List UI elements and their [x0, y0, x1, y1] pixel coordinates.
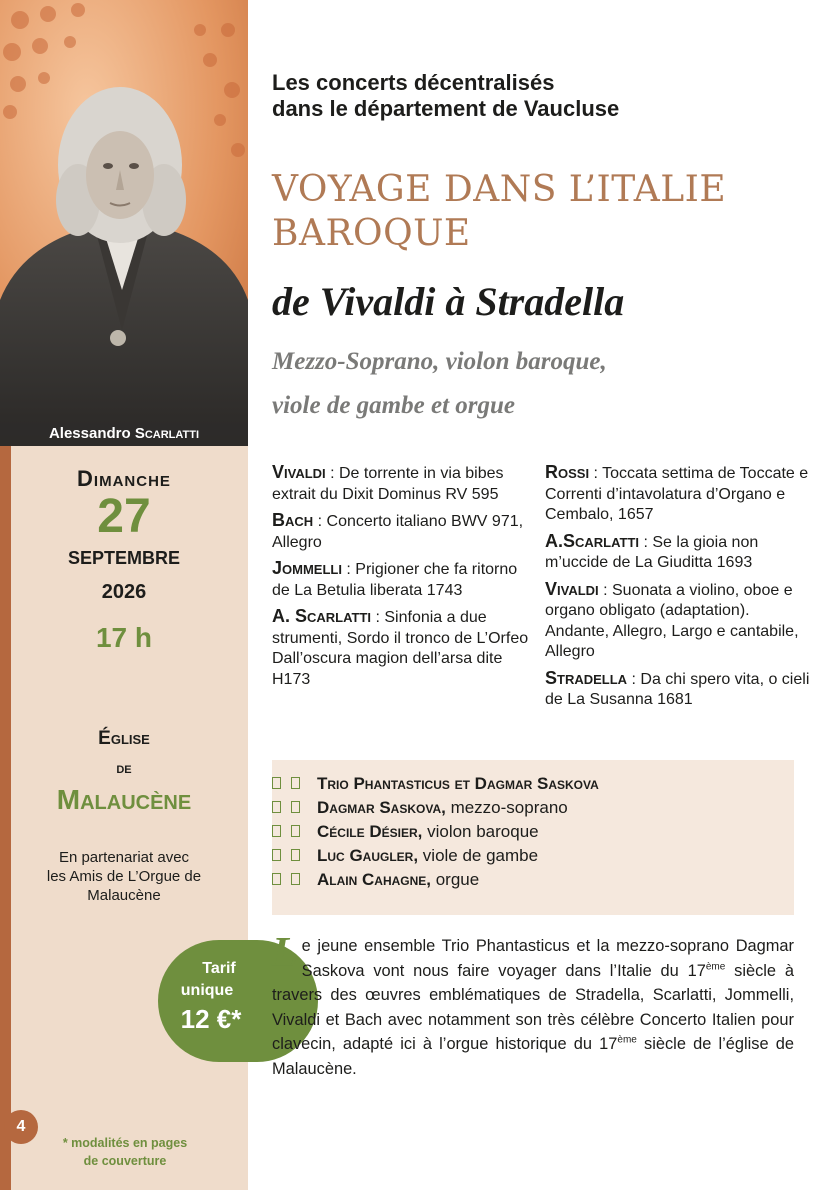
concert-day-number: 27	[97, 490, 151, 543]
concert-description: Le jeune ensemble Trio Phantasticus et la mezzo-soprano Dagmar Saskova vont nous faire voyager dans l’Italie du 17ème siècle à travers des œuvres emblématiques de Stradella, Scarlatti, Jommelli, Vivaldi et Bach avec notamment son très célèbre Concerto Italien pour clavecin, adapté ici à l’orgue historique du 17ème siècle de l’église de Malaucène.	[272, 930, 794, 1078]
price-value: 12 €*	[180, 1004, 242, 1034]
venue-line-2: de	[116, 760, 132, 777]
program-item: Bach : Concerto italiano BWV 971, Allegro	[272, 510, 524, 551]
bullet-icon	[272, 801, 306, 815]
program-item: Vivaldi : De torrente in via bibes extrait du Dixit Dominus RV 595	[272, 462, 504, 503]
program-item: Rossi : Toccata settima de Toccate e Correnti d’intavolatura d’Organo e Cembalo, 1657	[545, 462, 809, 523]
concert-subtitle: de Vivaldi à Stradella	[272, 279, 625, 324]
portrait-image	[0, 0, 248, 446]
footnote: * modalités en pages de couverture	[62, 1136, 188, 1168]
program-item: Stradella : Da chi spero vita, o cieli de La Susanna 1681	[545, 667, 810, 708]
bullet-icon	[272, 873, 306, 887]
program-column-right	[545, 462, 811, 716]
bullet-icon	[272, 849, 306, 863]
page-number: 4	[4, 1110, 38, 1144]
program-item: A. Scarlatti : Sinfonia a due strumenti, Sordo il tronco de L’Orfeo Dall’oscura magion dell’arsa dite H173	[272, 606, 529, 688]
bullet-icon	[272, 825, 306, 839]
concert-year: 2026	[101, 581, 147, 603]
concert-hour: 17 h	[95, 622, 153, 653]
venue-line-1: Église	[98, 728, 150, 749]
drop-cap: L	[272, 930, 298, 976]
program-item: Vivaldi : Suonata a violino, oboe e organo obligato (adaptation). Andante, Allegro, Largo e cantabile, Allegro	[545, 578, 799, 660]
concert-title: VOYAGE DANS L’ITALIE BAROQUE	[272, 169, 727, 254]
series-header: Les concerts décentralisés dans le département de Vaucluse	[272, 70, 620, 121]
performers-box: Trio Phantasticus et Dagmar Saskova Dagmar Saskova, mezzo-soprano Cécile Désier, violon baroque Luc Gaugler, viole de gambe Alain Cahagne, orgue	[272, 760, 794, 915]
program-item: A.Scarlatti : Se la gioia non m’uccide de La Giuditta 1693	[545, 530, 759, 571]
partnership-note: En partenariat avec les Amis de L’Orgue de Malaucène	[46, 849, 202, 904]
portrait-caption: Alessandro Scarlatti	[48, 425, 200, 442]
price-badge: Tarif unique 12 €*	[158, 940, 318, 1062]
concert-month: SEPTEMBRE	[67, 548, 181, 568]
venue-town: Malaucène	[56, 784, 192, 815]
program-item: Jommelli : Prigioner che fa ritorno de La Betulia liberata 1743	[272, 558, 518, 599]
date-block	[0, 466, 248, 654]
program-column-left	[272, 462, 534, 695]
bullet-icon	[272, 777, 306, 791]
instrumentation: Mezzo-Soprano, violon baroque, viole de gambe et orgue	[272, 348, 607, 419]
venue-block	[0, 728, 248, 816]
concert-day: Dimanche	[77, 466, 171, 491]
